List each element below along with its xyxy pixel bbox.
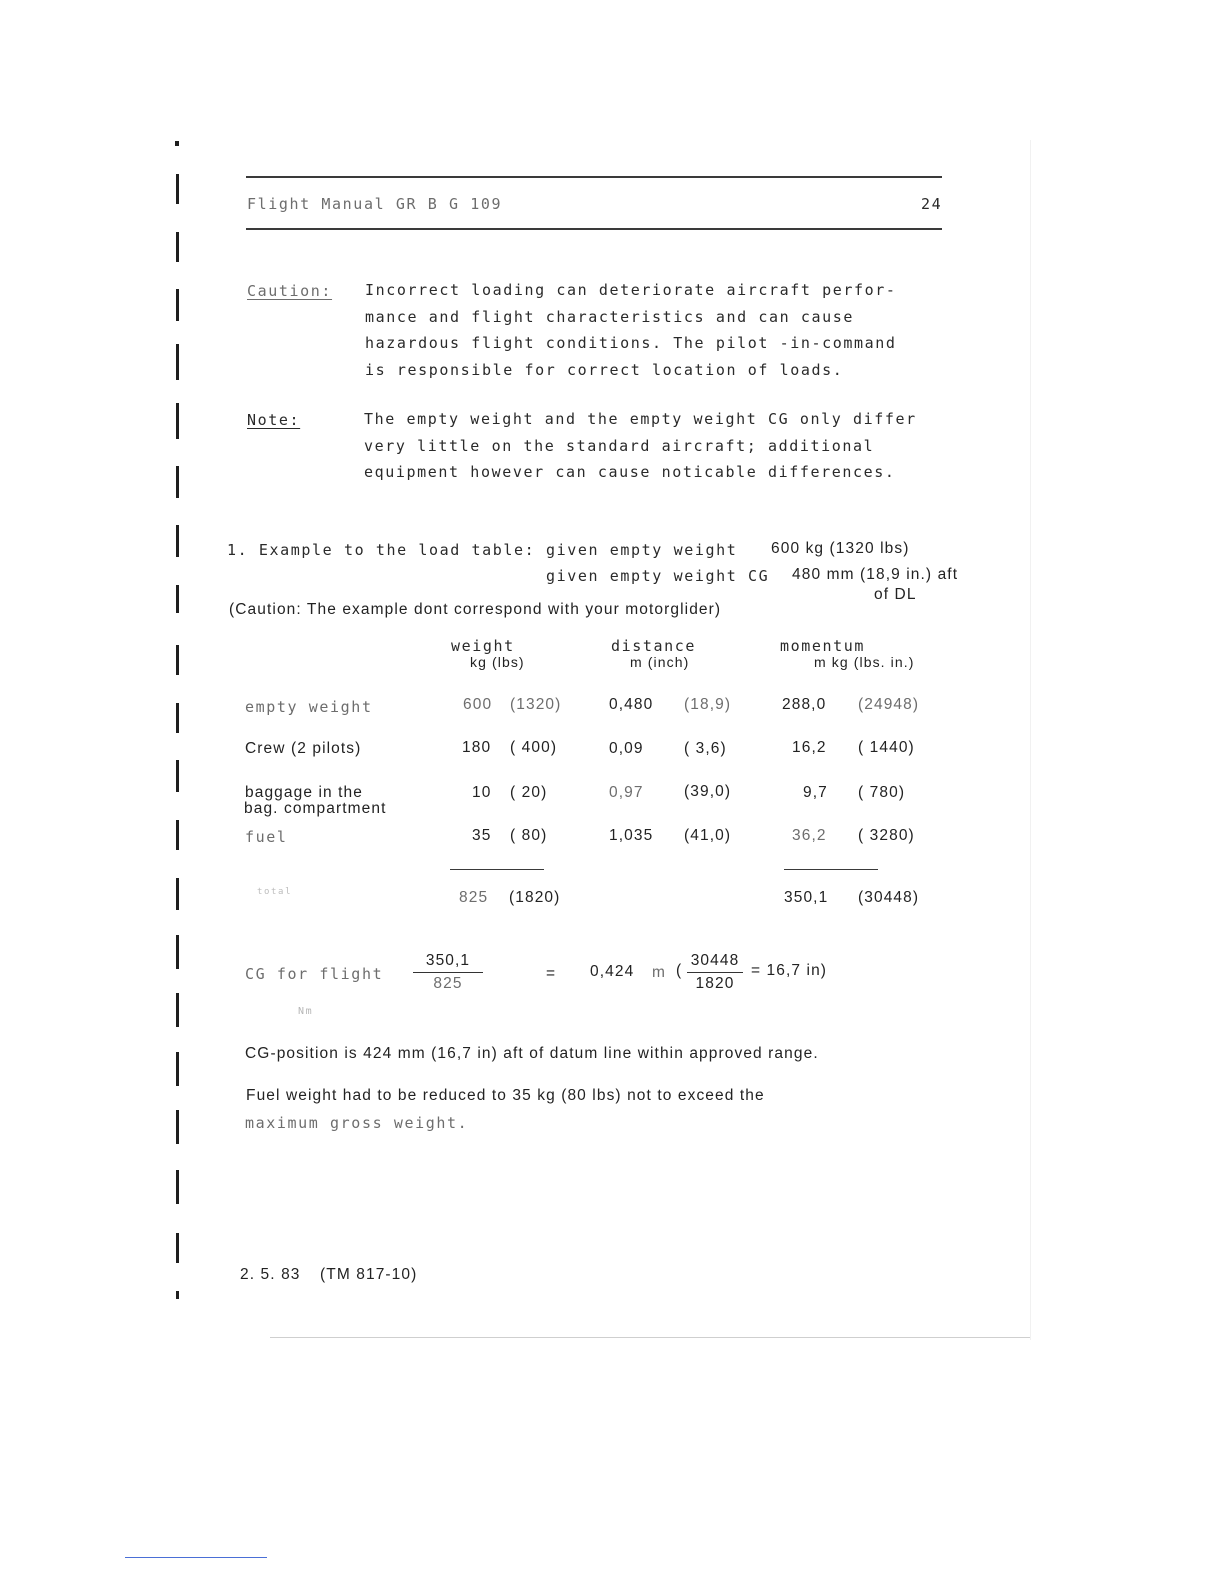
note-label: Note: (247, 411, 301, 429)
given-cg-value-2: of DL (874, 586, 917, 603)
given-cg-value: 480 mm (18,9 in.) aft (792, 566, 959, 583)
header-rule-bottom (246, 228, 942, 230)
example-heading: 1. Example to the load table: (227, 541, 536, 559)
col-header-distance: distance (611, 637, 697, 655)
cg-conclusion: CG-position is 424 mm (16,7 in) aft of datum line within approved range. (245, 1045, 819, 1062)
caution-label: Caution: (247, 282, 333, 300)
fuel-note-line-2: maximum gross weight. (245, 1114, 469, 1132)
col-units-distance: m (inch) (630, 654, 690, 670)
fuel-note-line-1: Fuel weight had to be reduced to 35 kg (80 lbs) not to exceed the (246, 1087, 765, 1104)
paren-open: ( (676, 962, 683, 979)
given-weight-value: 600 kg (1320 lbs) (771, 540, 910, 557)
col-header-weight: weight (451, 637, 515, 655)
momentum-sum-rule (784, 869, 878, 870)
cg-label: CG for flight (245, 965, 384, 983)
caution-text: Incorrect loading can deteriorate aircraft perfor- mance and flight characteristics and can cause hazardous flight conditions. The pilot -in-command is responsible for correct location of loads. (365, 281, 897, 379)
cg-fraction-imperial: 30448 1820 (687, 952, 743, 993)
weight-sum-rule (450, 869, 544, 870)
col-units-weight: kg (lbs) (470, 654, 525, 670)
cg-fraction-metric: 350,1 825 (413, 952, 483, 993)
cg-result: 0,424 (590, 963, 635, 980)
page-number: 24 (921, 195, 943, 213)
example-caution-note: (Caution: The example dont correspond with your motorglider) (229, 601, 722, 618)
col-header-momentum: momentum (780, 637, 866, 655)
bottom-mark (125, 1557, 267, 1558)
equals-sign: = (546, 965, 557, 982)
footnote-mark: Nm (298, 1006, 314, 1017)
cg-result-inches: = 16,7 in) (751, 962, 828, 979)
page-edge-shadow (1030, 140, 1031, 1340)
cg-result-unit: m (652, 964, 667, 981)
footer-tm: (TM 817-10) (320, 1266, 418, 1283)
header-rule-top (246, 176, 942, 178)
bottom-scan-edge (270, 1337, 1030, 1338)
manual-title: Flight Manual GR B G 109 (247, 195, 503, 213)
given-weight-label: given empty weight (546, 541, 738, 559)
footer-date: 2. 5. 83 (240, 1266, 301, 1283)
given-cg-label: given empty weight CG (546, 567, 770, 585)
note-text: The empty weight and the empty weight CG only differ very little on the standard aircraft; additional equipment however can cause noticable differences. (364, 410, 917, 481)
col-units-momentum: m kg (lbs. in.) (814, 654, 915, 670)
